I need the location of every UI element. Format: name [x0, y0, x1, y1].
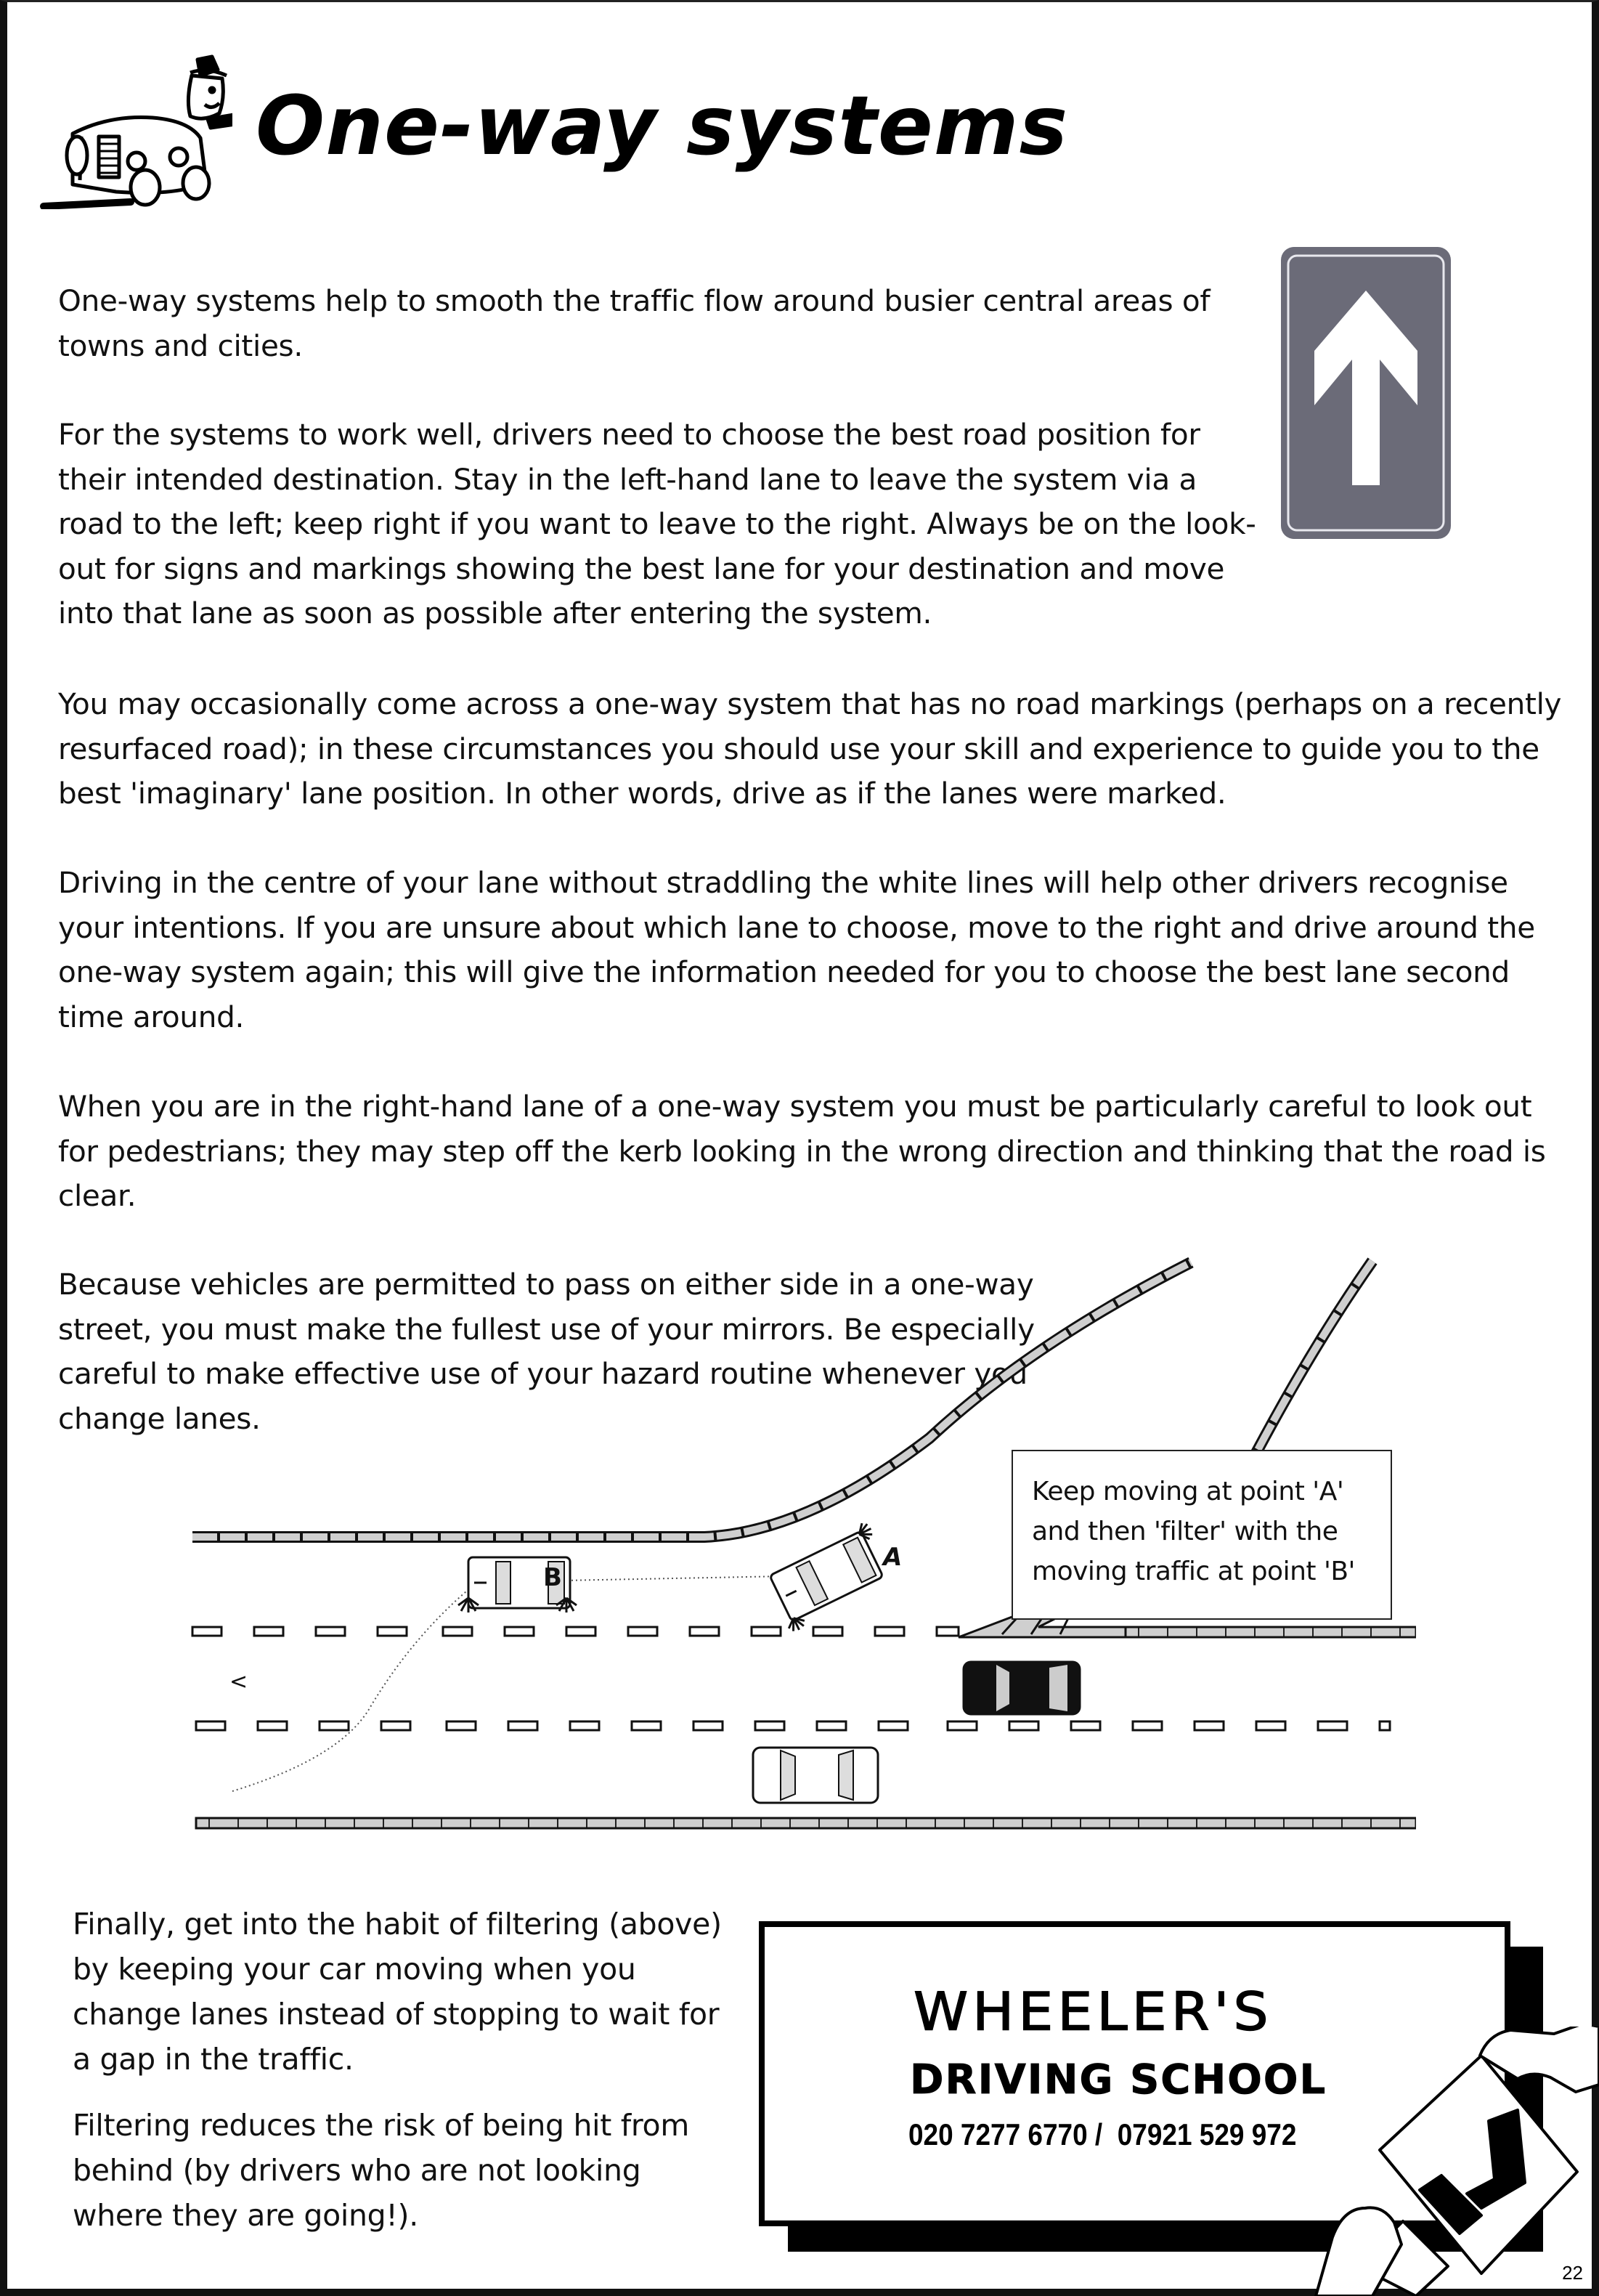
- one-way-arrow-road-sign-icon: [1279, 246, 1452, 540]
- direction-arrow-icon: <: [229, 1669, 248, 1695]
- car-a-label: A: [883, 1543, 903, 1572]
- intro-paragraph: One-way systems help to smooth the traffic flow around busier central areas of towns and cities.: [58, 283, 1211, 363]
- car-black: [964, 1662, 1080, 1714]
- diagram-callout: [1012, 1450, 1392, 1620]
- hands-tearing-l-plate-icon: [1264, 2027, 1599, 2296]
- advert-school-name: WHEELER'S: [914, 1981, 1273, 2043]
- car-a: [762, 1521, 898, 1634]
- cartoon-driver-in-car-icon: [29, 28, 232, 209]
- mirrors-paragraph: Because vehicles are permitted to pass on either side in a one-way street, you must make the fullest use of your mirrors. Be especially careful to make effective use of your hazard routine whenever you change lanes.: [58, 1267, 1035, 1436]
- lane-centre-paragraph: Driving in the centre of your lane without straddling the white lines will help other drivers recognise your intentions. If you are unsure about which lane to choose, move to the right and drive around the one-way system again; this will give the information needed for you to choose the best lane second time around.: [58, 865, 1535, 1034]
- callout-line: and then 'filter' with the: [1032, 1517, 1338, 1546]
- pedestrians-paragraph: When you are in the right-hand lane of a one-way system you must be particularly careful to look out for pedestrians; they may step off the kerb looking in the wrong direction and thinking that the road is clear.: [58, 1089, 1546, 1213]
- page-number: 22: [1562, 2262, 1583, 2284]
- car-b-label: B: [543, 1563, 562, 1592]
- page-title: One-way systems: [256, 79, 1069, 174]
- road-position-paragraph: For the systems to work well, drivers need to choose the best road position for their intended destination. Stay in the left-hand lane to leave the system via a road to the left; keep right if you want to leave to the right. Always be on the look-out for signs and markings showing the best lane for your destination and move into that lane as soon as possible after entering the system.: [58, 417, 1256, 630]
- filtering-benefit-paragraph: Filtering reduces the risk of being hit from behind (by drivers who are not looking where they are going!).: [73, 2108, 689, 2233]
- callout-line: Keep moving at point 'A': [1032, 1477, 1344, 1506]
- callout-line: moving traffic at point 'B': [1032, 1557, 1355, 1586]
- advert-subtitle: DRIVING SCHOOL: [910, 2056, 1327, 2104]
- filtering-habit-paragraph: Finally, get into the habit of filtering (above) by keeping your car moving when you change lanes instead of stopping to wait for a gap in the traffic.: [73, 1907, 722, 2077]
- advert-phone-numbers: 020 7277 6770 / 07921 529 972: [908, 2117, 1297, 2151]
- no-markings-paragraph: You may occasionally come across a one-way system that has no road markings (perhaps on a recently resurfaced road); in these circumstances you should use your skill and experience to guide you to the best 'imaginary' lane position. In other words, drive as if the lanes were marked.: [58, 686, 1562, 811]
- car-white: [753, 1748, 878, 1803]
